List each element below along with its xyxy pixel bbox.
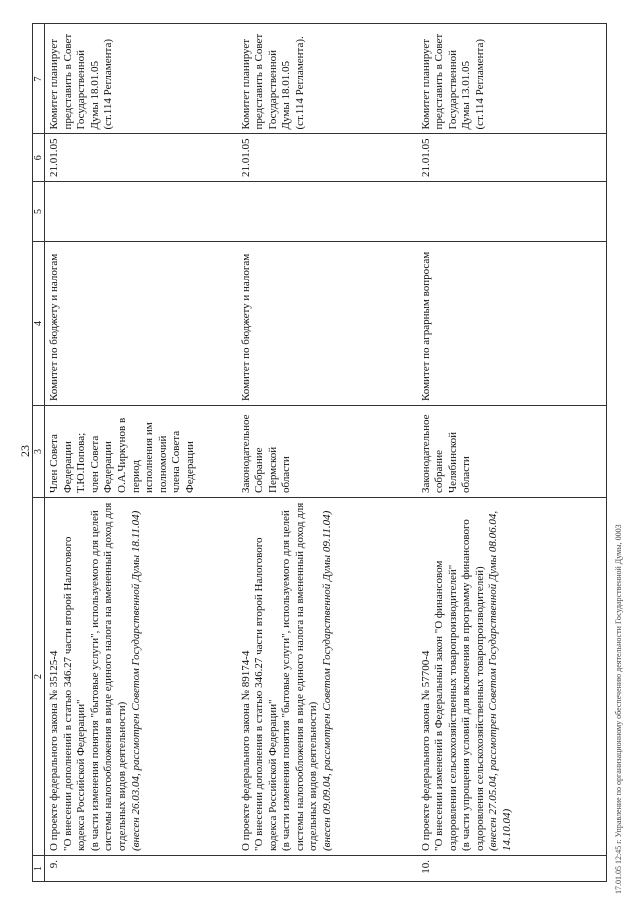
bill-introduced: (внесен 09.09.04, рассмотрен Советом Государственной Думы 09.11.04): [321, 510, 334, 851]
column-header: 6: [33, 134, 45, 182]
initiator: Законодательное собрание Челябинской области: [417, 406, 607, 498]
table-row: [417, 24, 607, 882]
date: 21.01.05: [417, 134, 607, 182]
row-number: [237, 856, 417, 882]
bill-description: [45, 498, 237, 856]
bill-title: "О внесении дополнения в статью 346.27 части второй Налогового кодекса Российской Федерации": [253, 537, 279, 851]
column-header: 7: [33, 24, 45, 134]
table-row: [237, 24, 417, 882]
column-header: 5: [33, 182, 45, 242]
note: Комитет планирует представить в Совет Государственной Думы 18.01.05 (ст.114 Регламента): [45, 24, 237, 134]
bill-number: О проекте федерального закона № 89174-4: [239, 650, 252, 851]
column-number-row: [33, 24, 45, 882]
column-5-cell: [417, 182, 607, 242]
bill-scope: (в части изменения понятия "бытовые услуги", используемого для целей системы налогообложения в виде единого налога на вмененный доход для отдельных видов деятельности): [280, 502, 320, 851]
column-header: 3: [33, 406, 45, 498]
column-5-cell: [237, 182, 417, 242]
bill-introduced: (внесен 26.03.04, рассмотрен Советом Государственной Думы 18.11.04): [129, 510, 142, 851]
bills-table: [32, 24, 607, 883]
bill-description: [237, 498, 417, 856]
bill-description: [417, 498, 607, 856]
committee: Комитет по бюджету и налогам: [237, 242, 417, 406]
initiator: Законодательное Собрание Пермской области: [237, 406, 417, 498]
column-5-cell: [45, 182, 237, 242]
committee: Комитет по бюджету и налогам: [45, 242, 237, 406]
note: Комитет планирует представить в Совет Государственной Думы 18.01.05 (ст.114 Регламента).: [237, 24, 417, 134]
bill-introduced: (внесен 27.05.04, рассмотрен Советом Государственной Думы 08.06.04, 14.10.04): [487, 510, 514, 851]
bill-number: О проекте федерального закона № 57700-4: [419, 650, 432, 851]
bill-scope: (в части изменения понятия "бытовые услуги", используемого для целей системы налогообложения в виде единого налога на вмененный доход для отдельных видов деятельности): [88, 502, 128, 851]
bill-title: "О внесении дополнений в статью 346.27 части второй Налогового кодекса Российской Федерации": [61, 536, 88, 851]
bill-title: "О внесении изменений в Федеральный закон "О финансовом оздоровлении сельскохозяйственных товаропроизводителей": [433, 560, 459, 851]
row-number: 10.: [417, 856, 607, 882]
column-header: 1: [33, 856, 45, 882]
bill-number: О проекте федерального закона № 35125-4: [48, 650, 60, 851]
note: Комитет планирует представить в Совет Государственной Думы 13.01.05 (ст.114 Регламента): [417, 24, 607, 134]
initiator: Член Совета Федерации Т.Ю.Попова; член Совета Федерации О.А.Чиркунов в период исполнения им полномочий члена Совета Федерации: [45, 406, 237, 498]
committee: Комитет по аграрным вопросам: [417, 242, 607, 406]
date: 21.01.05: [237, 134, 417, 182]
date: 21.01.05: [45, 134, 237, 182]
row-number: 9.: [45, 856, 237, 882]
column-header: 4: [33, 242, 45, 406]
bill-scope: (в части упрощения условий для включения в программу финансового оздоровления сельскохозяйственных товаропроизводителей): [460, 519, 486, 851]
page-footer: 17.01.05 12:45 г. Управление по организационному обеспечению деятельности Государственной Думы, 0003: [614, 524, 623, 894]
page-number: 23: [18, 445, 32, 457]
column-header: 2: [33, 498, 45, 856]
table-row: [45, 24, 237, 882]
